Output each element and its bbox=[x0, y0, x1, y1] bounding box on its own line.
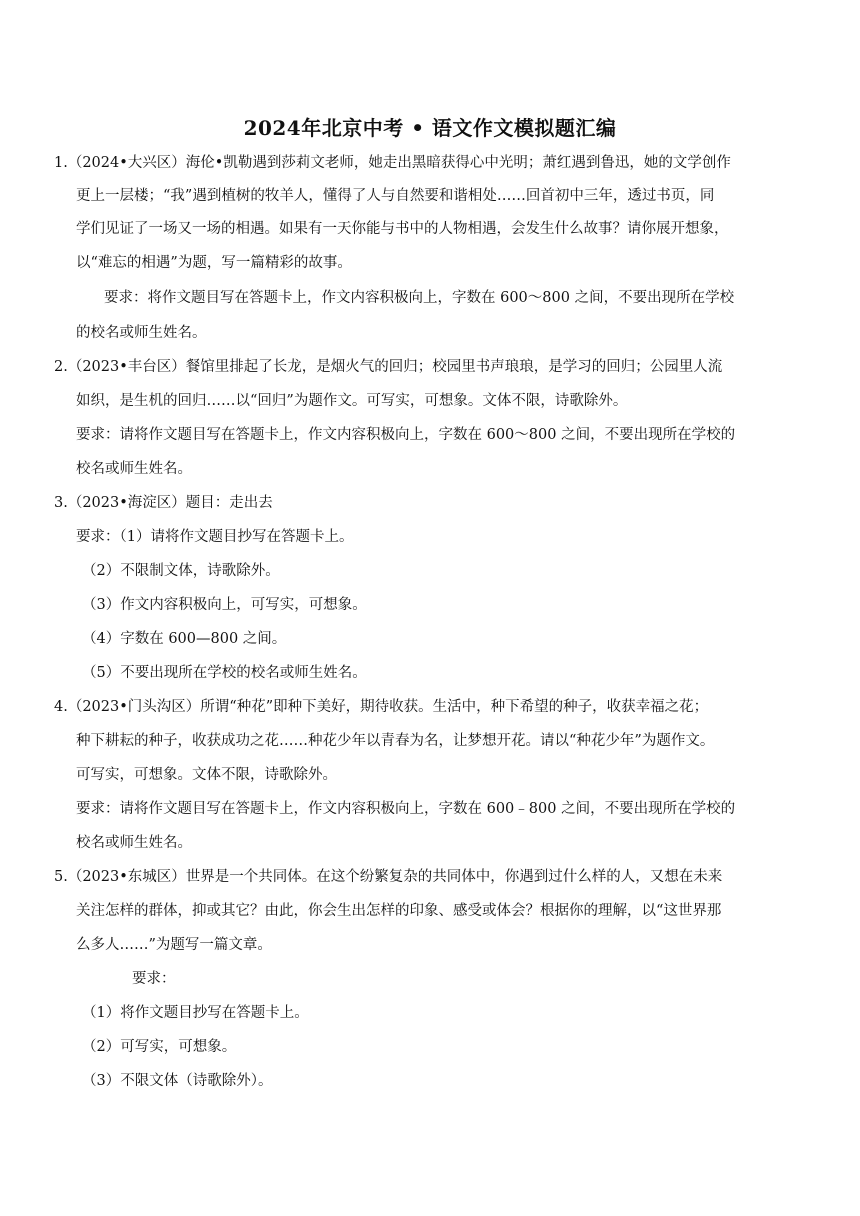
q2-line-1: 2.（2023•丰台区）餐馆里排起了长龙，是烟火气的回归；校园里书声琅琅，是学习的回归；公园里人流 bbox=[54, 359, 723, 375]
q3-requirement-item-4: （4）字数在 600—800 之间。 bbox=[82, 631, 287, 647]
q5-requirement-item-1: （1）将作文题目抄写在答题卡上。 bbox=[82, 1005, 309, 1021]
q4-line-1: 4.（2023•门头沟区）所谓“种花”即种下美好，期待收获。生活中，种下希望的种子，收获幸福之花； bbox=[54, 699, 709, 715]
q5-line-2: 关注怎样的群体，抑或其它？由此，你会生出怎样的印象、感受或体会？根据你的理解，以“这世界那 bbox=[76, 903, 722, 919]
q5-line-3: 么多人……”为题写一篇文章。 bbox=[76, 937, 272, 953]
q5-line-1: 5.（2023•东城区）世界是一个共同体。在这个纷繁复杂的共同体中，你遇到过什么样的人，又想在未来 bbox=[54, 869, 723, 885]
q2-requirement-line-2: 校名或师生姓名。 bbox=[76, 461, 192, 477]
q3-requirement-item-5: （5）不要出现所在学校的校名或师生姓名。 bbox=[82, 665, 367, 681]
q4-requirement-line-2: 校名或师生姓名。 bbox=[76, 835, 192, 851]
q1-line-1: 1.（2024•大兴区）海伦•凯勒遇到莎莉文老师，她走出黑暗获得心中光明；萧红遇到鲁迅，她的文学创作 bbox=[54, 155, 731, 171]
q1-line-4: 以“难忘的相遇”为题，写一篇精彩的故事。 bbox=[76, 255, 352, 271]
q3-line-1: 3.（2023•海淀区）题目：走出去 bbox=[54, 495, 273, 511]
document-title: 2024年北京中考 • 语文作文模拟题汇编 bbox=[243, 116, 617, 140]
q2-requirement-line-1: 要求：请将作文题目写在答题卡上，作文内容积极向上，字数在 600～800 之间，不要出现所在学校的 bbox=[76, 427, 736, 443]
q1-requirement-line-2: 的校名或师生姓名。 bbox=[76, 325, 207, 341]
q3-requirement-item-2: （2）不限制文体，诗歌除外。 bbox=[82, 563, 280, 579]
q1-line-2: 更上一层楼；“我”遇到植树的牧羊人，懂得了人与自然要和谐相处……回首初中三年，透过书页，同 bbox=[76, 188, 715, 204]
q3-requirement-item-3: （3）作文内容积极向上，可写实，可想象。 bbox=[82, 597, 367, 613]
q4-line-2: 种下耕耘的种子，收获成功之花……种花少年以青春为名，让梦想开花。请以“种花少年”为题作文。 bbox=[76, 733, 715, 749]
q4-line-3: 可写实，可想象。文体不限，诗歌除外。 bbox=[76, 767, 337, 783]
q3-requirement-line-1: 要求：（1）请将作文题目抄写在答题卡上。 bbox=[76, 529, 354, 545]
q2-line-2: 如织，是生机的回归……以“回归”为题作文。可写实，可想象。文体不限，诗歌除外。 bbox=[76, 393, 628, 409]
q5-requirement-item-2: （2）可写实，可想象。 bbox=[82, 1039, 237, 1055]
q5-requirement-item-3: （3）不限文体（诗歌除外）。 bbox=[82, 1073, 273, 1089]
q1-line-3: 学们见证了一场又一场的相遇。如果有一天你能与书中的人物相遇，会发生什么故事？请你展开想象， bbox=[76, 221, 729, 237]
q1-requirement-line-1: 要求：将作文题目写在答题卡上，作文内容积极向上，字数在 600～800 之间，不要出现所在学校 bbox=[104, 290, 735, 306]
q5-requirement-heading: 要求： bbox=[132, 971, 176, 987]
q4-requirement-line-1: 要求：请将作文题目写在答题卡上，作文内容积极向上，字数在 600﹣800 之间，不要出现所在学校的 bbox=[76, 801, 736, 817]
